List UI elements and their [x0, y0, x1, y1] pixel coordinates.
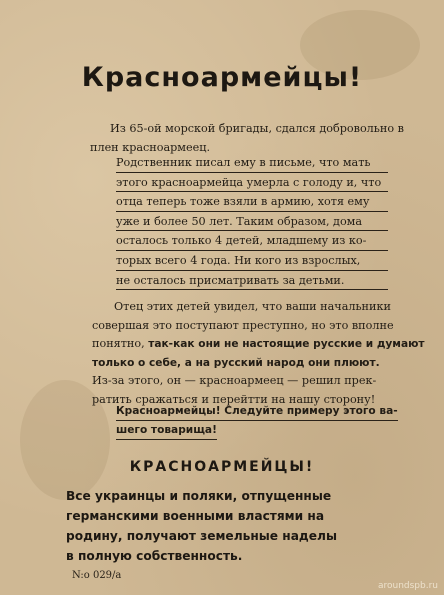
text-line: в полную собственность. — [66, 549, 243, 563]
text-line: Все украинцы и поляки, отпущенные — [66, 489, 332, 503]
text-line: плен красноармеец. — [90, 140, 211, 154]
text-line: осталось только 4 детей, младшему из ко- — [116, 232, 388, 251]
text-fragment: понятно, — [92, 337, 149, 351]
text-line: торых всего 4 года. Ни кого из взрослых, — [116, 252, 388, 271]
leaflet-title: Красноармейцы! — [81, 62, 363, 93]
text-line: Отец этих детей увидел, что ваши начальники — [114, 300, 391, 313]
text-line: родину, получают земельные наделы — [66, 529, 337, 543]
serial-number: N:o 029/a — [72, 570, 122, 581]
intro-paragraph — [90, 120, 410, 157]
text-line: Из-за этого, он — красноармеец — решил прек- — [92, 374, 377, 388]
section-heading: КРАСНОАРМЕЙЦЫ! — [129, 459, 315, 475]
text-line: отца теперь тоже взяли в армию, хотя ему — [116, 193, 388, 212]
bold-text-line: только о себе, а на русский народ они плюют. — [92, 356, 380, 369]
text-line: ратить сражаться и перейтти на нашу сторону! — [92, 392, 376, 406]
text-line: Родственник писал ему в письме, что мать — [116, 154, 388, 173]
appeal-paragraph — [116, 402, 398, 440]
father-paragraph — [92, 298, 425, 410]
watermark: aroundspb.ru — [377, 581, 438, 591]
text-line — [92, 335, 425, 354]
underlined-paragraph — [116, 154, 388, 291]
text-line: совершая это поступают преступно, но это вполне — [92, 318, 394, 332]
text-line: уже и более 50 лет. Таким образом, дома — [116, 213, 388, 232]
bold-text: так-как они не настоящие русские и думают — [148, 338, 425, 351]
land-paragraph — [66, 486, 386, 566]
text-line: не осталось присматривать за детьми. — [116, 272, 388, 291]
text-line: этого красноармейца умерла с голоду и, что — [116, 174, 388, 193]
text-line: Из 65-ой морской бригады, сдался добровольно в — [110, 122, 404, 135]
text-line: германскими военными властями на — [66, 509, 325, 523]
text-line: Красноармейцы! Следуйте примеру этого ва- — [116, 402, 398, 421]
text-line: шего товарища! — [116, 421, 217, 440]
